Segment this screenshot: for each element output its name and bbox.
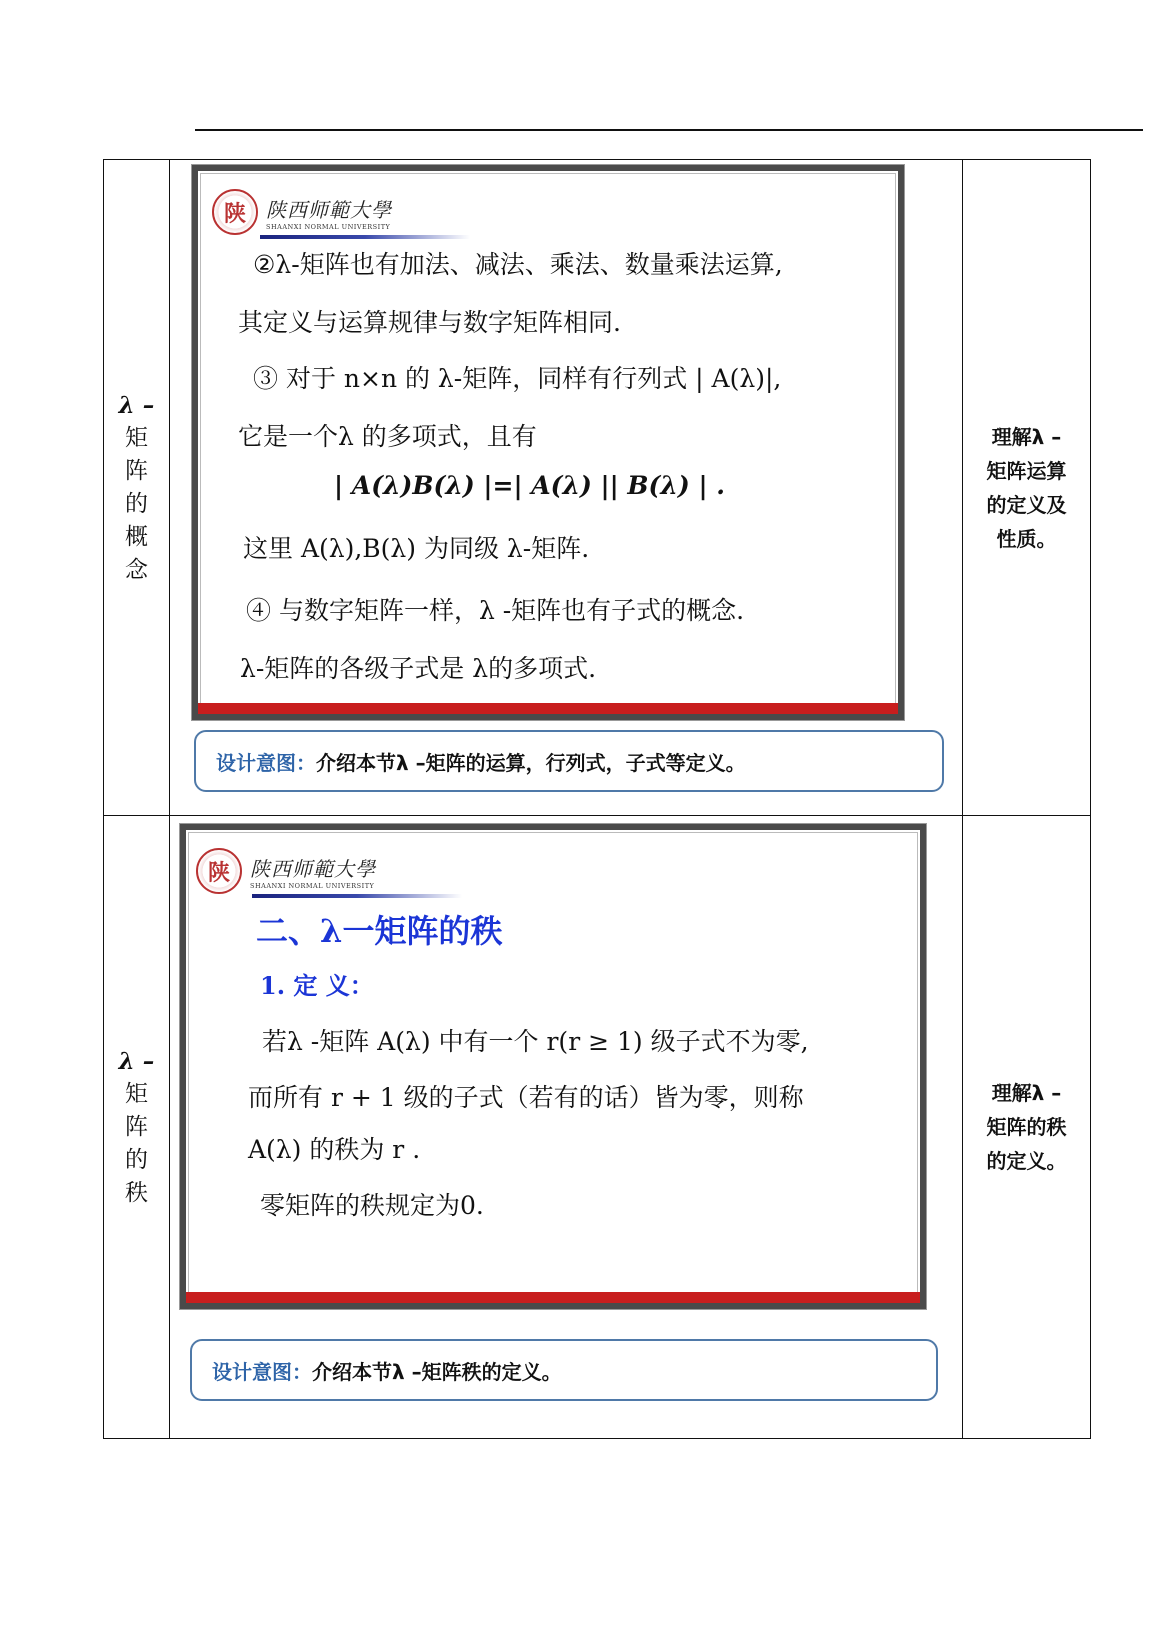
table-row <box>104 160 1091 816</box>
goal-line: 矩阵运算 <box>986 458 1067 483</box>
slide-cell <box>170 160 963 816</box>
header-rule <box>195 129 1143 131</box>
topic-line: λ – <box>118 391 155 419</box>
goal-line: 矩阵的秩 <box>986 1115 1067 1139</box>
slide-footer-bar <box>186 1292 920 1303</box>
slide-line: 它是一个λ 的多项式，且有 <box>238 422 537 451</box>
topic-line: 的 <box>125 490 148 517</box>
topic-line: 秩 <box>125 1179 148 1206</box>
topic-cell <box>104 816 170 1439</box>
seal-icon: 陕 <box>196 848 242 894</box>
topic-line: 念 <box>125 556 148 583</box>
goal-line: 理解λ – <box>991 424 1062 449</box>
logo-english-name: SHAANXI NORMAL UNIVERSITY <box>266 222 391 231</box>
design-intent-text: 介绍本节λ –矩阵秩的定义。 <box>312 1359 562 1384</box>
slide-formula: | A(λ)B(λ) |=| A(λ) || B(λ) | . <box>334 471 725 500</box>
topic-line: 矩 <box>125 1080 148 1107</box>
slide-line: ②λ-矩阵也有加法、减法、乘法、数量乘法运算, <box>253 250 783 279</box>
slide-line: λ-矩阵的各级子式是 λ的多项式. <box>240 654 597 683</box>
goal-line: 的定义及 <box>986 492 1067 517</box>
logo-chinese-name: 陕西师範大學 <box>266 197 392 222</box>
goal-line: 的定义。 <box>986 1149 1067 1173</box>
design-intent-label: 设计意图： <box>212 1359 312 1384</box>
slide-line: ④ 与数字矩阵一样，λ -矩阵也有子式的概念. <box>246 596 745 625</box>
slide-line: A(λ) 的秩为 r . <box>248 1135 421 1164</box>
slide-line: 这里 A(λ),B(λ) 为同级 λ-矩阵. <box>243 534 590 563</box>
topic-line: 概 <box>125 523 148 550</box>
design-intent-label: 设计意图： <box>216 750 316 775</box>
goal-cell <box>963 160 1091 816</box>
topic-cell <box>104 160 170 816</box>
slide-line: 若λ -矩阵 A(λ) 中有一个 r(r ≥ 1) 级子式不为零, <box>262 1027 809 1056</box>
design-intent-box <box>194 730 944 792</box>
university-logo <box>212 189 392 235</box>
slide-footer-bar <box>198 703 898 714</box>
slide-line: 零矩阵的秩规定为0. <box>260 1191 484 1220</box>
goal-line: 性质。 <box>996 526 1057 551</box>
logo-chinese-name: 陕西师範大學 <box>250 856 376 881</box>
logo-underline <box>252 894 462 898</box>
topic-line: 阵 <box>125 457 148 484</box>
design-intent-box <box>190 1339 938 1401</box>
goal-line: 理解λ – <box>991 1081 1062 1105</box>
university-logo <box>196 848 376 894</box>
seal-icon: 陕 <box>212 189 258 235</box>
slide-line: ③ 对于 n×n 的 λ-矩阵，同样有行列式 | A(λ)|, <box>253 364 782 393</box>
topic-line: 的 <box>125 1146 148 1173</box>
goal-cell <box>963 816 1091 1439</box>
slide-image <box>192 165 904 720</box>
slide-image <box>180 824 926 1309</box>
logo-english-name: SHAANXI NORMAL UNIVERSITY <box>250 881 375 890</box>
logo-underline <box>260 235 470 239</box>
topic-line: λ – <box>118 1047 155 1075</box>
slide-line: 而所有 r + 1 级的子式（若有的话）皆为零，则称 <box>248 1083 804 1112</box>
topic-line: 矩 <box>125 424 148 451</box>
slide-line: 其定义与运算规律与数字矩阵相同. <box>238 308 621 337</box>
slide-heading: 二、λ一矩阵的秩 <box>256 912 503 950</box>
table-row <box>104 816 1091 1439</box>
design-intent-text: 介绍本节λ –矩阵的运算，行列式，子式等定义。 <box>316 750 746 775</box>
lesson-plan-table <box>103 159 1091 1439</box>
slide-cell <box>170 816 963 1439</box>
topic-line: 阵 <box>125 1113 148 1140</box>
slide-subheading: 1. 定 义： <box>260 971 374 1000</box>
